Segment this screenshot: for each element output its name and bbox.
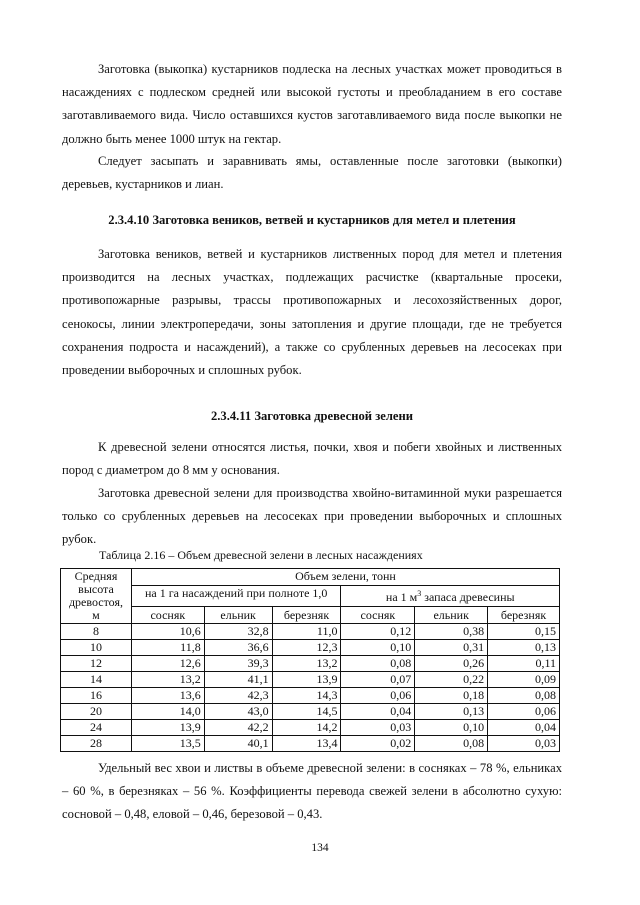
paragraph-greenery-harvest: Заготовка древесной зелени для производства хвойно-витаминной муки разрешается только со срубленных деревьев на лесосеках при проведении выборочных и сплошных рубок.	[62, 486, 562, 547]
page-number: 134	[311, 842, 329, 854]
cell-value: 0,10	[415, 720, 488, 736]
cell-height: 14	[61, 672, 132, 688]
cell-value: 0,22	[415, 672, 488, 688]
cell-value: 14,0	[131, 704, 204, 720]
table-row	[61, 640, 560, 656]
cell-value: 13,5	[131, 736, 204, 752]
cell-value: 0,11	[488, 656, 560, 672]
cell-value: 14,5	[272, 704, 341, 720]
cell-value: 0,38	[415, 624, 488, 640]
cell-value: 13,2	[131, 672, 204, 688]
cell-height: 20	[61, 704, 132, 720]
table-row	[61, 656, 560, 672]
cell-value: 41,1	[204, 672, 272, 688]
cell-value: 12,3	[272, 640, 341, 656]
superscript-three: 3	[417, 588, 422, 598]
cell-value: 0,15	[488, 624, 560, 640]
cell-value: 0,06	[488, 704, 560, 720]
table-row	[61, 704, 560, 720]
section-heading-greenery: 2.3.4.11 Заготовка древесной зелени	[210, 409, 414, 423]
table-row	[61, 624, 560, 640]
greenery-volume-table	[60, 568, 560, 752]
cell-value: 14,3	[272, 688, 341, 704]
header-volume: Объем зелени, тонн	[131, 569, 559, 586]
cell-height: 10	[61, 640, 132, 656]
cell-height: 12	[61, 656, 132, 672]
cell-value: 0,13	[415, 704, 488, 720]
table-row	[61, 672, 560, 688]
cell-value: 40,1	[204, 736, 272, 752]
cell-value: 0,03	[488, 736, 560, 752]
cell-value: 0,09	[488, 672, 560, 688]
cell-value: 0,06	[341, 688, 415, 704]
cell-value: 42,3	[204, 688, 272, 704]
col-header: ельник	[204, 607, 272, 624]
cell-value: 0,08	[341, 656, 415, 672]
cell-value: 0,04	[341, 704, 415, 720]
cell-value: 42,2	[204, 720, 272, 736]
cell-value: 0,08	[488, 688, 560, 704]
cell-height: 16	[61, 688, 132, 704]
cell-value: 0,07	[341, 672, 415, 688]
cell-value: 13,9	[272, 672, 341, 688]
paragraph-specific-weight: Удельный вес хвои и листвы в объеме древесной зелени: в сосняках – 78 %, ельниках – 60 %, в березняках – 56 %. Коэффициенты перевода свежей зелени в абсолютно сухую: сосновой – 0,48, еловой – 0,46, березовой – 0,43.	[62, 761, 562, 822]
table-row	[61, 720, 560, 736]
cell-value: 0,08	[415, 736, 488, 752]
cell-value: 0,18	[415, 688, 488, 704]
cell-height: 24	[61, 720, 132, 736]
header-stand-height: Средняя высота древостоя, м	[61, 569, 132, 624]
paragraph-brooms: Заготовка веников, ветвей и кустарников лиственных пород для метел и плетения производится на лесных участках, подлежащих расчистке (квартальные просеки, противопожарные разрывы, трассы противопожарных и лесохозяйственных дорог, сенокосы, линии электропередачи, зоны затопления и другие площади, где не требуется сохранения подроста и насаждений), а также со срубленных деревьев на лесосеках при проведении выборочных и сплошных рубок.	[62, 247, 562, 378]
paragraph-fill-pits: Следует засыпать и заравнивать ямы, оставленные после заготовки (выкопки) деревьев, кустарников и лиан.	[62, 154, 562, 192]
cell-value: 11,8	[131, 640, 204, 656]
cell-height: 8	[61, 624, 132, 640]
cell-value: 0,31	[415, 640, 488, 656]
cell-value: 32,8	[204, 624, 272, 640]
cell-value: 0,12	[341, 624, 415, 640]
cell-value: 36,6	[204, 640, 272, 656]
cell-value: 10,6	[131, 624, 204, 640]
header-per-hectare: на 1 га насаждений при полноте 1,0	[131, 585, 341, 606]
col-header: сосняк	[131, 607, 204, 624]
cell-value: 0,04	[488, 720, 560, 736]
col-header: ельник	[415, 607, 488, 624]
table-body	[61, 624, 560, 752]
header-per-cubic-meter: на 1 $м^3$ запаса древесины	[341, 585, 560, 606]
cell-value: 0,02	[341, 736, 415, 752]
cell-value: 0,10	[341, 640, 415, 656]
col-header: березняк	[488, 607, 560, 624]
cell-value: 11,0	[272, 624, 341, 640]
table-row	[61, 736, 560, 752]
cell-value: 43,0	[204, 704, 272, 720]
cell-value: 0,26	[415, 656, 488, 672]
cell-value: 13,4	[272, 736, 341, 752]
cell-value: 14,2	[272, 720, 341, 736]
col-header: сосняк	[341, 607, 415, 624]
cell-value: 13,9	[131, 720, 204, 736]
cell-value: 13,6	[131, 688, 204, 704]
cell-value: 39,3	[204, 656, 272, 672]
col-header: березняк	[272, 607, 341, 624]
section-heading-brooms: 2.3.4.10 Заготовка веников, ветвей и кустарников для метел и плетения	[108, 213, 516, 227]
cell-value: 0,03	[341, 720, 415, 736]
cell-value: 12,6	[131, 656, 204, 672]
cell-height: 28	[61, 736, 132, 752]
table-row	[61, 688, 560, 704]
paragraph-greenery-definition: К древесной зелени относятся листья, почки, хвоя и побеги хвойных и лиственных пород с диаметром до 8 мм у основания.	[62, 440, 562, 478]
cell-value: 0,13	[488, 640, 560, 656]
table-caption: Таблица 2.16 – Объем древесной зелени в лесных насаждениях	[99, 548, 423, 562]
cell-value: 13,2	[272, 656, 341, 672]
paragraph-shrub-digging: Заготовка (выкопка) кустарников подлеска на лесных участках может проводиться в насаждениях с подлеском средней или высокой густоты и преобладанием в его составе заготавливаемого вида. Число оставшихся кустов заготавливаемого вида после выкопки не должно быть менее 1000 штук на гектар.	[62, 62, 562, 146]
